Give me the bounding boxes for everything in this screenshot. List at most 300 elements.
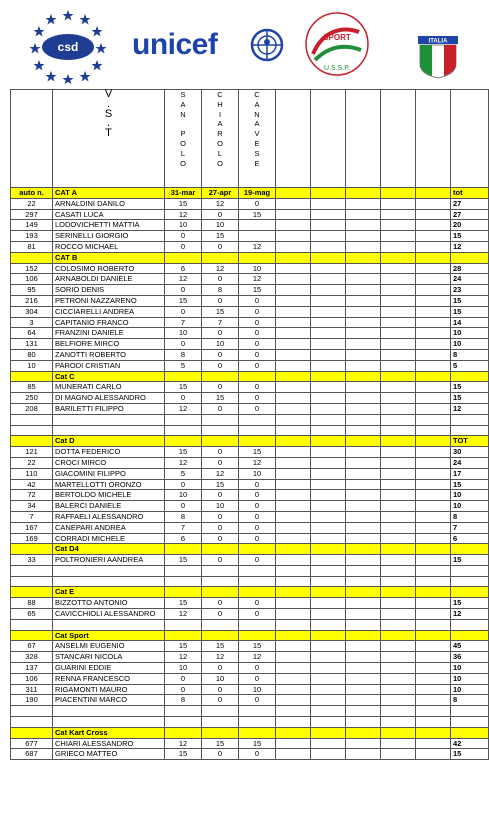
empty-cell [416, 306, 451, 317]
empty-cell [311, 231, 346, 242]
race2-points-cell [202, 252, 239, 263]
car-number-cell: 34 [11, 501, 53, 512]
empty-cell [276, 371, 311, 382]
empty-cell [346, 490, 381, 501]
empty-cell [346, 425, 381, 436]
empty-cell [276, 360, 311, 371]
total-cell: 45 [451, 641, 489, 652]
car-number-cell: 80 [11, 349, 53, 360]
empty-cell [276, 425, 311, 436]
empty-cell [346, 285, 381, 296]
driver-name-cell: FRANZINI DANIELE [53, 328, 165, 339]
empty-cell [346, 457, 381, 468]
race3-points-cell: 15 [239, 285, 276, 296]
car-number-cell [11, 706, 53, 717]
driver-name-cell: CHIARI ALESSANDRO [53, 738, 165, 749]
race1-points-cell: 15 [165, 198, 202, 209]
total-cell: 12 [451, 403, 489, 414]
empty-cell [276, 522, 311, 533]
race1-points-cell [165, 565, 202, 576]
empty-cell [416, 695, 451, 706]
total-cell: 24 [451, 457, 489, 468]
car-number-cell [11, 436, 53, 447]
total-cell: 27 [451, 198, 489, 209]
car-number-cell [11, 619, 53, 630]
empty-row [11, 706, 489, 717]
race3-points-cell [239, 371, 276, 382]
empty-cell [381, 490, 416, 501]
empty-cell [346, 220, 381, 231]
driver-name-cell: CAT B [53, 252, 165, 263]
total-cell: TOT [451, 436, 489, 447]
event-letter: A [254, 119, 260, 129]
empty-cell [311, 587, 346, 598]
empty-cell [416, 285, 451, 296]
empty-cell [381, 317, 416, 328]
empty-row [11, 414, 489, 425]
race2-points-cell: 0 [202, 403, 239, 414]
empty-cell [311, 479, 346, 490]
empty-cell [346, 328, 381, 339]
empty-cell [346, 198, 381, 209]
empty-cell [346, 382, 381, 393]
empty-cell [311, 511, 346, 522]
empty-cell [276, 306, 311, 317]
table-row [11, 695, 489, 706]
event-letter: A [217, 119, 223, 129]
empty-cell [346, 414, 381, 425]
race1-points-cell: 5 [165, 360, 202, 371]
car-number-cell [11, 630, 53, 641]
race2-points-cell: 0 [202, 382, 239, 393]
race1-points-cell: 15 [165, 749, 202, 760]
race3-points-cell: 0 [239, 360, 276, 371]
empty-cell [276, 544, 311, 555]
race2-points-cell [202, 565, 239, 576]
empty-cell [416, 684, 451, 695]
race1-points-cell: 15 [165, 641, 202, 652]
empty-cell [311, 436, 346, 447]
empty-cell [381, 555, 416, 566]
total-cell: 28 [451, 263, 489, 274]
event-letter: A [254, 99, 260, 109]
total-cell [451, 706, 489, 717]
race1-points-cell: 8 [165, 349, 202, 360]
race3-points-cell [239, 630, 276, 641]
empty-cell [416, 522, 451, 533]
category-row [11, 371, 489, 382]
total-cell: 12 [451, 609, 489, 620]
event-letter: N [254, 109, 260, 119]
empty-cell [276, 403, 311, 414]
empty-cell [276, 349, 311, 360]
empty-cell [276, 609, 311, 620]
race3-points-cell [239, 220, 276, 231]
empty-cell [381, 565, 416, 576]
event-letter: S [180, 90, 186, 99]
race2-points-cell: 0 [202, 749, 239, 760]
race2-points-cell [202, 727, 239, 738]
empty-cell [416, 641, 451, 652]
empty-cell [381, 436, 416, 447]
svg-text:U.S.S.P.: U.S.S.P. [324, 65, 350, 72]
empty-cell [346, 371, 381, 382]
table-row [11, 684, 489, 695]
empty-cell [381, 403, 416, 414]
driver-name-cell: Cat E [53, 587, 165, 598]
empty-cell [381, 501, 416, 512]
empty-cell [311, 641, 346, 652]
empty-cell [416, 587, 451, 598]
total-cell: 14 [451, 317, 489, 328]
race1-points-cell [165, 619, 202, 630]
empty-cell [311, 565, 346, 576]
empty-cell [311, 295, 346, 306]
empty-cell [276, 641, 311, 652]
empty-cell [416, 749, 451, 760]
race3-points-cell: 0 [239, 555, 276, 566]
total-cell: 27 [451, 209, 489, 220]
race2-points-cell: 0 [202, 360, 239, 371]
empty-cell [276, 695, 311, 706]
empty-cell [381, 339, 416, 350]
empty-cell [311, 425, 346, 436]
empty-cell [346, 339, 381, 350]
total-cell: 36 [451, 652, 489, 663]
empty-cell [311, 490, 346, 501]
empty-cell [346, 663, 381, 674]
race1-points-cell: 15 [165, 598, 202, 609]
race3-points-cell [239, 414, 276, 425]
empty-cell [276, 382, 311, 393]
empty-cell [276, 436, 311, 447]
table-row [11, 295, 489, 306]
race2-points-cell: 0 [202, 695, 239, 706]
empty-cell [381, 295, 416, 306]
empty-cell [276, 479, 311, 490]
total-cell: 5 [451, 360, 489, 371]
car-number-cell [11, 544, 53, 555]
car-number-cell: 687 [11, 749, 53, 760]
empty-cell [381, 382, 416, 393]
empty-cell [311, 252, 346, 263]
category-row [11, 544, 489, 555]
table-row [11, 220, 489, 231]
empty-cell [346, 587, 381, 598]
race1-points-cell: 0 [165, 241, 202, 252]
empty-cell [311, 533, 346, 544]
driver-name-cell: DOTTA FEDERICO [53, 447, 165, 458]
race2-points-cell: 0 [202, 241, 239, 252]
empty-cell [311, 468, 346, 479]
total-cell: 15 [451, 749, 489, 760]
empty-cell [381, 447, 416, 458]
car-number-cell: 149 [11, 220, 53, 231]
empty-cell [311, 684, 346, 695]
empty-cell [311, 447, 346, 458]
empty-cell [276, 414, 311, 425]
car-number-cell [11, 717, 53, 728]
race1-points-cell: 15 [165, 555, 202, 566]
empty-cell [381, 188, 416, 199]
total-cell: 10 [451, 328, 489, 339]
table-row [11, 393, 489, 404]
race2-points-cell: 0 [202, 209, 239, 220]
empty-cell [276, 576, 311, 587]
empty-cell [311, 522, 346, 533]
car-number-cell: 88 [11, 598, 53, 609]
empty-cell [276, 468, 311, 479]
race2-points-cell: 0 [202, 598, 239, 609]
race1-points-cell: 15 [165, 447, 202, 458]
table-row [11, 274, 489, 285]
empty-cell [381, 663, 416, 674]
empty-cell [346, 565, 381, 576]
empty-cell [346, 501, 381, 512]
empty-cell [416, 209, 451, 220]
race1-points-cell [165, 576, 202, 587]
empty-cell [381, 684, 416, 695]
empty-cell [416, 652, 451, 663]
driver-name-cell: CASATI LUCA [53, 209, 165, 220]
empty-cell [346, 209, 381, 220]
vst-letter: S [104, 107, 113, 120]
empty-cell [276, 684, 311, 695]
table-row [11, 598, 489, 609]
empty-cell [346, 576, 381, 587]
race2-points-cell: 0 [202, 274, 239, 285]
empty-cell [346, 349, 381, 360]
race2-points-cell [202, 587, 239, 598]
total-cell: 24 [451, 274, 489, 285]
empty-cell [416, 339, 451, 350]
driver-name-cell: BELFIORE MIRCO [53, 339, 165, 350]
race3-points-cell [239, 706, 276, 717]
race3-points-cell: 0 [239, 382, 276, 393]
car-number-cell: 3 [11, 317, 53, 328]
race2-points-cell [202, 717, 239, 728]
empty-cell [346, 619, 381, 630]
event-letter: A [180, 99, 186, 109]
driver-name-cell: CAVICCHIOLI ALESSANDRO [53, 609, 165, 620]
total-cell [451, 544, 489, 555]
empty-cell [276, 285, 311, 296]
event-letter: S [254, 148, 260, 158]
ussp-logo [303, 10, 371, 78]
car-number-cell: 106 [11, 274, 53, 285]
empty-cell [416, 609, 451, 620]
empty-cell [416, 360, 451, 371]
empty-cell [311, 382, 346, 393]
event-letter: O [217, 138, 223, 148]
race2-points-cell: 15 [202, 641, 239, 652]
empty-cell [346, 317, 381, 328]
empty-cell [276, 555, 311, 566]
race2-points-cell: 7 [202, 317, 239, 328]
car-number-cell: 22 [11, 457, 53, 468]
race3-points-cell: 0 [239, 479, 276, 490]
race2-points-cell: 0 [202, 555, 239, 566]
event-letter: L [180, 148, 186, 158]
driver-name-cell: ROCCO MICHAEL [53, 241, 165, 252]
empty-cell [346, 749, 381, 760]
driver-name-cell: Cat D4 [53, 544, 165, 555]
empty-cell [381, 652, 416, 663]
event-letter: O [180, 158, 186, 168]
race1-points-cell: 15 [165, 295, 202, 306]
race3-points-cell: 0 [239, 511, 276, 522]
empty-cell [311, 673, 346, 684]
race2-points-cell [202, 706, 239, 717]
race3-points-cell: 0 [239, 598, 276, 609]
total-cell: 10 [451, 339, 489, 350]
empty-cell [416, 436, 451, 447]
driver-name-cell: ZANOTTI ROBERTO [53, 349, 165, 360]
driver-name-cell: PETRONI NAZZARENO [53, 295, 165, 306]
total-cell: 15 [451, 598, 489, 609]
driver-name-cell: RENNA FRANCESCO [53, 673, 165, 684]
driver-name-cell [53, 414, 165, 425]
empty-cell [311, 598, 346, 609]
race2-points-cell: 15 [202, 306, 239, 317]
driver-name-cell [53, 717, 165, 728]
empty-row [11, 425, 489, 436]
table-row [11, 339, 489, 350]
empty-cell [416, 576, 451, 587]
race1-points-cell: 0 [165, 285, 202, 296]
empty-cell [346, 360, 381, 371]
driver-name-cell: RIGAMONTI MAURO [53, 684, 165, 695]
race2-points-cell: 12 [202, 468, 239, 479]
empty-cell [346, 295, 381, 306]
race2-points-cell [202, 414, 239, 425]
empty-cell [276, 619, 311, 630]
empty-cell [381, 511, 416, 522]
empty-cell [346, 306, 381, 317]
car-number-cell: 7 [11, 511, 53, 522]
empty-cell [416, 414, 451, 425]
race3-points-cell: 0 [239, 393, 276, 404]
race1-points-cell: 12 [165, 457, 202, 468]
race2-points-cell: 0 [202, 533, 239, 544]
driver-name-cell: RAFFAELI ALESSANDRO [53, 511, 165, 522]
empty-cell [416, 382, 451, 393]
car-number-cell [11, 587, 53, 598]
empty-cell [311, 403, 346, 414]
driver-name-cell: BARILETTI FILIPPO [53, 403, 165, 414]
event-letter: C [217, 90, 223, 99]
italia-shield-logo [418, 36, 458, 78]
total-cell: 23 [451, 285, 489, 296]
empty-cell [346, 598, 381, 609]
empty-cell [416, 706, 451, 717]
empty-cell [381, 198, 416, 209]
driver-name-cell: ARNABOLDI DANIELE [53, 274, 165, 285]
car-number-cell: 167 [11, 522, 53, 533]
race1-points-cell [165, 630, 202, 641]
empty-cell [311, 349, 346, 360]
race1-points-cell: 6 [165, 533, 202, 544]
race3-points-cell: 10 [239, 263, 276, 274]
race2-points-cell: 0 [202, 522, 239, 533]
driver-name-cell [53, 619, 165, 630]
empty-cell [416, 501, 451, 512]
empty-cell [416, 717, 451, 728]
empty-cell [381, 468, 416, 479]
total-cell: tot [451, 188, 489, 199]
race1-points-cell: 12 [165, 609, 202, 620]
driver-name-cell: COLOSIMO ROBERTO [53, 263, 165, 274]
event-canavese [239, 90, 276, 188]
total-cell: 15 [451, 306, 489, 317]
empty-cell [276, 533, 311, 544]
total-cell [451, 587, 489, 598]
empty-cell [346, 727, 381, 738]
table-row [11, 501, 489, 512]
table-row [11, 263, 489, 274]
empty-cell [276, 241, 311, 252]
empty-cell [416, 403, 451, 414]
driver-name-cell: MUNERATI CARLO [53, 382, 165, 393]
table-row [11, 555, 489, 566]
driver-name-cell: CICCIARELLI ANDREA [53, 306, 165, 317]
car-number-cell: 216 [11, 295, 53, 306]
table-row [11, 652, 489, 663]
driver-name-cell: BERTOLDO MICHELE [53, 490, 165, 501]
empty-cell [381, 360, 416, 371]
empty-cell [416, 727, 451, 738]
empty-cell [311, 738, 346, 749]
car-number-cell: 42 [11, 479, 53, 490]
empty-cell [381, 673, 416, 684]
category-row [11, 436, 489, 447]
race1-points-cell: 0 [165, 673, 202, 684]
race3-points-cell: 0 [239, 198, 276, 209]
event-letter: H [217, 99, 223, 109]
race3-points-cell: 15 [239, 447, 276, 458]
empty-cell [381, 749, 416, 760]
race2-points-cell: 15 [202, 479, 239, 490]
race3-points-cell: 12 [239, 652, 276, 663]
driver-name-cell: Cat Kart Cross [53, 727, 165, 738]
race3-points-cell: 0 [239, 522, 276, 533]
empty-cell [381, 544, 416, 555]
empty-cell [276, 231, 311, 242]
car-number-cell: 190 [11, 695, 53, 706]
empty-cell [311, 717, 346, 728]
table-row [11, 511, 489, 522]
driver-name-cell: POLTRONIERI AANDREA [53, 555, 165, 566]
empty-cell [346, 522, 381, 533]
empty-cell [416, 231, 451, 242]
race2-points-cell: 0 [202, 457, 239, 468]
empty-cell [381, 533, 416, 544]
empty-cell [381, 727, 416, 738]
race1-points-cell: 12 [165, 738, 202, 749]
table-row [11, 663, 489, 674]
total-cell: 7 [451, 522, 489, 533]
car-number-cell: auto n. [11, 188, 53, 199]
empty-cell [381, 220, 416, 231]
empty-cell [381, 479, 416, 490]
column-header-row [11, 188, 489, 199]
empty-cell [416, 295, 451, 306]
empty-cell [311, 749, 346, 760]
car-number-cell: 85 [11, 382, 53, 393]
race1-points-cell: 0 [165, 231, 202, 242]
race2-points-cell [202, 619, 239, 630]
table-row [11, 403, 489, 414]
